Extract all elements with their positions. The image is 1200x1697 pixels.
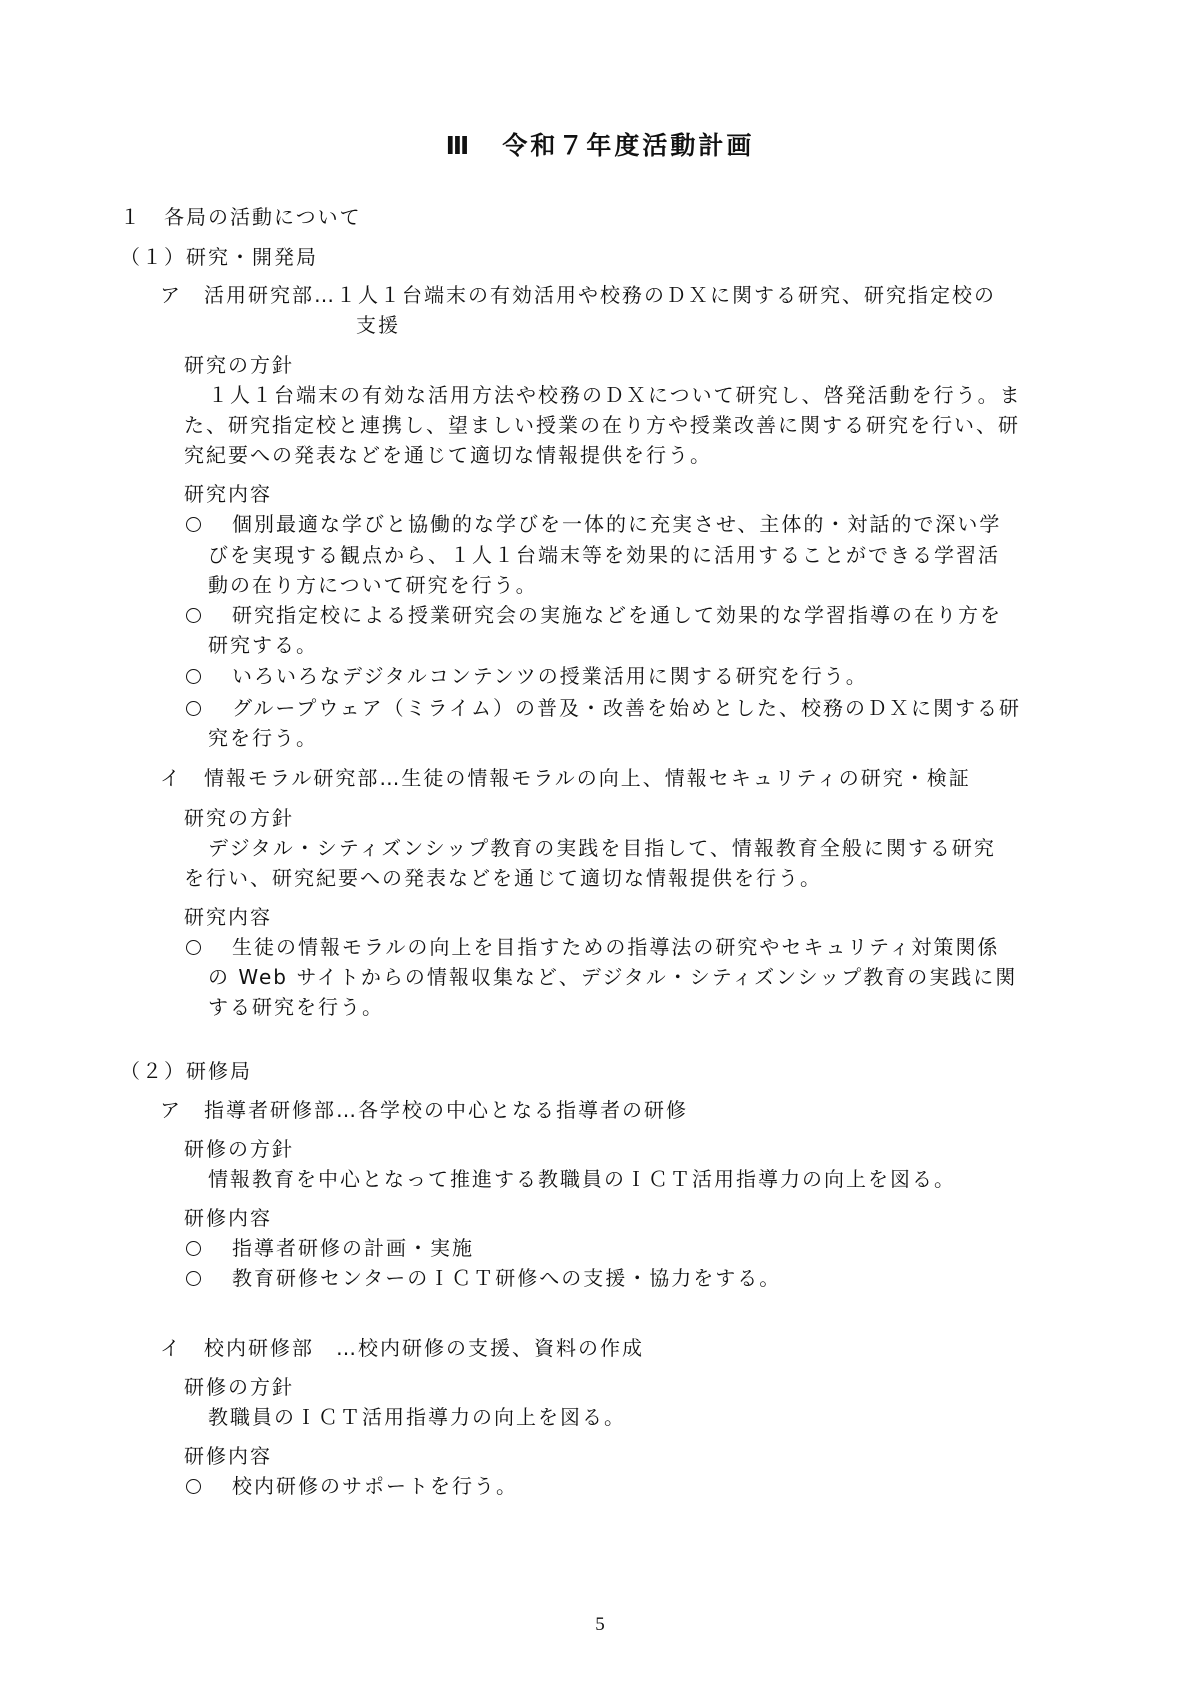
chapter-number: Ⅲ [445, 131, 473, 160]
list-item: 指導者研修の計画・実施 [232, 1236, 474, 1260]
content-label: 研究内容 [184, 482, 272, 506]
list-item: いろいろなデジタルコンテンツの授業活用に関する研究を行う。 [232, 664, 868, 688]
bullet-circle-icon [186, 669, 201, 684]
list-item-cont: びを実現する観点から、１人１台端末等を効果的に活用することができる学習活 [208, 543, 1000, 567]
subsection-heading-training: （２）研修局 [120, 1059, 252, 1083]
policy-label: 研修の方針 [184, 1375, 294, 1399]
policy-text-line: を行い、研究紀要への発表などを通じて適切な情報提供を行う。 [184, 866, 822, 890]
list-item-cont: 究を行う。 [208, 726, 318, 750]
dept-heading-utilization-cont: 支援 [356, 313, 400, 337]
policy-label: 研究の方針 [184, 806, 294, 830]
dept-heading-utilization: ア 活用研究部…１人１台端末の有効活用や校務のＤＸに関する研究、研究指定校の [160, 283, 996, 307]
policy-label: 研究の方針 [184, 353, 294, 377]
policy-text-line: デジタル・シティズンシップ教育の実践を目指して、情報教育全般に関する研究 [208, 836, 996, 860]
list-item-cont: する研究を行う。 [208, 995, 384, 1019]
policy-text-line: 教職員のＩＣＴ活用指導力の向上を図る。 [208, 1405, 626, 1429]
policy-text-line: た、研究指定校と連携し、望ましい授業の在り方や授業改善に関する研究を行い、研 [184, 413, 1020, 437]
bullet-circle-icon [186, 701, 201, 716]
list-item: 校内研修のサポートを行う。 [232, 1474, 518, 1498]
policy-text-line: 究紀要への発表などを通じて適切な情報提供を行う。 [184, 443, 712, 467]
subsection-heading-research: （１）研究・開発局 [120, 245, 318, 269]
content-label: 研究内容 [184, 905, 272, 929]
chapter-title: 令和７年度活動計画 [502, 131, 755, 160]
bullet-circle-icon [186, 1479, 201, 1494]
list-item-cont: 動の在り方について研究を行う。 [208, 573, 538, 597]
policy-label: 研修の方針 [184, 1137, 294, 1161]
list-item: 教育研修センターのＩＣＴ研修への支援・協力をする。 [232, 1266, 782, 1290]
list-item: グループウェア（ミライム）の普及・改善を始めとした、校務のＤＸに関する研 [232, 696, 1021, 720]
bullet-circle-icon [186, 940, 201, 955]
bullet-circle-icon [186, 1241, 201, 1256]
list-item: 生徒の情報モラルの向上を目指すための指導法の研究やセキュリティ対策関係 [232, 935, 1000, 959]
policy-text-line: 情報教育を中心となって推進する教職員のＩＣＴ活用指導力の向上を図る。 [208, 1167, 956, 1191]
page-number: 5 [595, 1614, 605, 1635]
content-label: 研修内容 [184, 1444, 272, 1468]
content-label: 研修内容 [184, 1206, 272, 1230]
policy-text-line: １人１台端末の有効な活用方法や校務のＤＸについて研究し、啓発活動を行う。ま [208, 383, 1022, 407]
bullet-circle-icon [186, 608, 201, 623]
dept-heading-moral: イ 情報モラル研究部…生徒の情報モラルの向上、情報セキュリティの研究・検証 [160, 766, 971, 790]
list-item-cont: の Web サイトからの情報収集など、デジタル・シティズンシップ教育の実践に関 [208, 965, 1018, 989]
section-heading: １ 各局の活動について [120, 205, 362, 229]
bullet-circle-icon [186, 517, 201, 532]
page-title [0, 126, 1200, 162]
list-item: 研究指定校による授業研究会の実施などを通して効果的な学習指導の在り方を [232, 603, 1002, 627]
list-item-cont: 研究する。 [208, 633, 318, 657]
dept-heading-school-training: イ 校内研修部 …校内研修の支援、資料の作成 [160, 1336, 644, 1360]
bullet-circle-icon [186, 1271, 201, 1286]
dept-heading-leader-training: ア 指導者研修部…各学校の中心となる指導者の研修 [160, 1098, 688, 1122]
list-item: 個別最適な学びと協働的な学びを一体的に充実させ、主体的・対話的で深い学 [232, 512, 1002, 536]
